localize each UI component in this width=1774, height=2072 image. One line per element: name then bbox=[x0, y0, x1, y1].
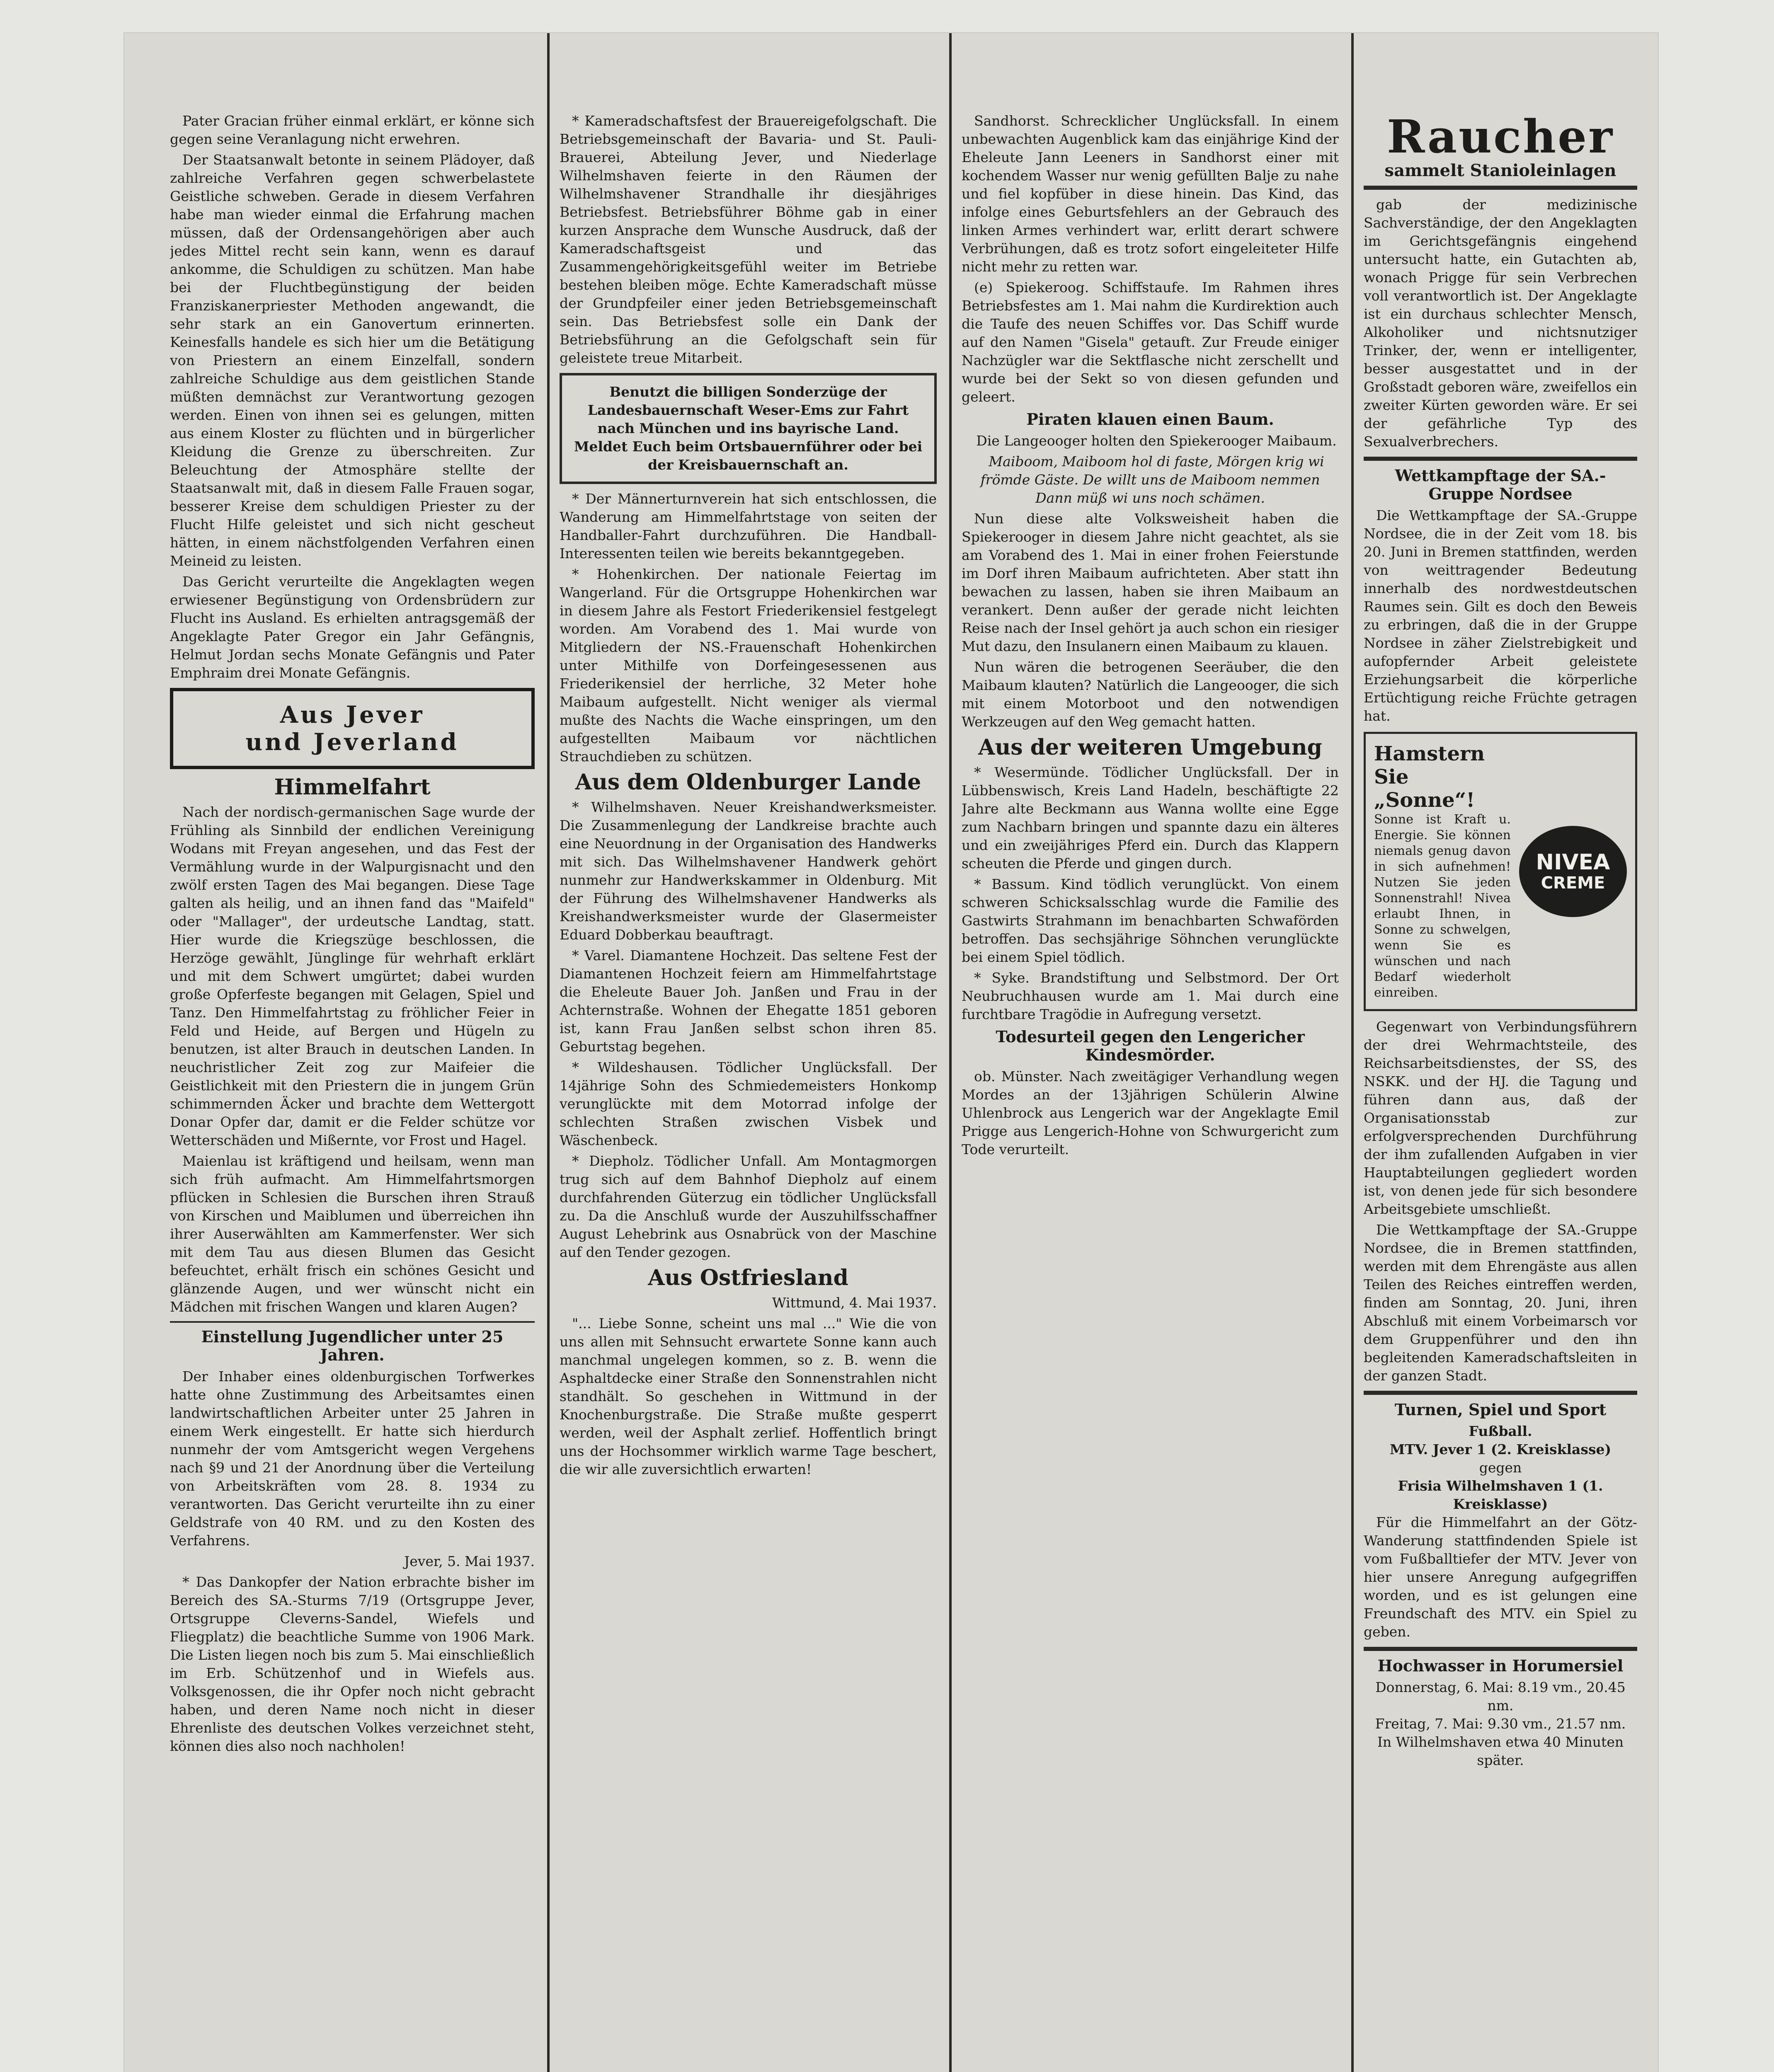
match-team-away: Frisia Wilhelmshaven 1 (1. Kreisklasse) bbox=[1398, 1478, 1603, 1512]
headline-wettkampftage: Wettkampftage der SA.-Gruppe Nordsee bbox=[1395, 466, 1606, 503]
article-paragraph: gab der medizinische Sachverständige, der den Angeklagten im Gerichtsgefängnis eingehend untersucht hatte, ein Gutachten ab, wonach Prigge für sein Verbrechen voll verantwortlich ist. Der Angeklagte ist ein durchaus schlechter Mensch, Alkoholiker und nichtsnutziger Trinker, der, wenn er intelligenter, besser ausgestattet und in der Großstadt geboren wäre, zweifellos ein zweiter Kürten geworden wäre. Er sei der gefährliche Typ des Sexualverbrechers. bbox=[1364, 196, 1637, 450]
article-paragraph: * Diepholz. Tödlicher Unfall. Am Montagmorgen trug sich auf dem Bahnhof Diepholz auf einem durchfahrenden Güterzug ein tödlicher Unglücksfall zu. Da die Anschluß wurde der Auszuhilfsschaffner August Lehebrink aus Osnabrück von der Maschine auf den Tender gezogen. bbox=[560, 1153, 937, 1260]
dateline: Wittmund, 4. Mai 1937. bbox=[772, 1295, 937, 1311]
article-paragraph: (e) Spiekeroog. Schiffstaufe. Im Rahmen ihres Betriebsfestes am 1. Mai nahm die Kurdirektion auch die Taufe des neuen Schiffes vor. Das Schiff wurde auf den Namen "Gisela" getauft. Zur Freude einiger Nachzügler war die Sektflasche nicht zerschellt und wurde bei der Sekt so von diesen gefunden und geleert. bbox=[962, 279, 1339, 405]
divider bbox=[1364, 186, 1637, 190]
article-paragraph: * Wilhelmshaven. Neuer Kreishandwerksmeister. Die Zusammenlegung der Landkreise brachte auch eine Neuordnung in der Organisation des Handwerks mit sich. Das Wilhelmshavener Handwerk gehört nunmehr zur Handwerkskammer in Oldenburg. Mit der Führung des Wilhelmshavener Handwerks als Kreishandwerksmeister wurde der Glasermeister Eduard Dobberkau beauftragt. bbox=[560, 799, 937, 943]
article-paragraph: Gegenwart von Verbindungsführern der drei Wehrmachtsteile, des Reichsarbeitsdienstes, der SS, des NSKK. und der HJ. die Tagung und führen dann aus, daß der Organisationsstab zur erfolgversprechenden Durchführung der ihm zufallenden Aufgaben in vier Hauptabteilungen gegliedert worden ist, von denen jede für sich besondere Arbeitsgebiete umschließt. bbox=[1364, 1019, 1637, 1217]
article-paragraph: ob. Münster. Nach zweitägiger Verhandlung wegen Mordes an der 13jährigen Schülerin Alwine Uhlenbrock aus Lengerich war der Angeklagte Emil Prigge aus Lengerich-Hohne von Schwurgericht zum Tode verurteilt. bbox=[962, 1068, 1339, 1157]
article-paragraph: * Hohenkirchen. Der nationale Feiertag im Wangerland. Für die Ortsgruppe Hohenkirchen war in diesem Jahre als Festort Friederikensiel festgelegt worden. Am Vorabend des 1. Mai wurde von Mitgliedern der NS.-Frauenschaft Hohenkirchen unter Mithilfe von Dorfeingesessenen aus Friederikensiel der herrliche, 32 Meter hohe Maibaum aufgestellt. Nicht weniger als viermal mußte des Nachts die Wache einspringen, um den aufgestellten Maibaum vor nächtlichen Strauchdieben zu schützen. bbox=[560, 566, 937, 765]
ad-title: Hamstern Sie „Sonne“! bbox=[1374, 742, 1485, 812]
article-paragraph: * Bassum. Kind tödlich verunglückt. Von einem schweren Schicksalsschlag wurde die Familie des Gastwirts Strahmann im benachbarten Schwaförden betroffen. Das sechsjährige Söhnchen verunglückte bei einem Spiel tödlich. bbox=[962, 876, 1339, 965]
nivea-advertisement bbox=[1364, 732, 1637, 1011]
ad-raucher-subtitle: sammelt Stanioleinlagen bbox=[1384, 161, 1616, 180]
notice-box-sonderzuege: Benutzt die billigen Sonderzüge der Landesbauernschaft Weser-Ems zur Fahrt nach München und ins bayrische Land. Meldet Euch beim Ortsbauernführer oder bei der Kreisbauernschaft an. bbox=[560, 373, 937, 484]
headline-himmelfahrt: Himmelfahrt bbox=[274, 775, 431, 800]
article-paragraph: Nun wären die betrogenen Seeräuber, die den Maibaum klauten? Natürlich die Langeooger, die sich mit einem Motorboot und den notwendigen Werkzeugen auf den Weg gemacht hatten. bbox=[962, 659, 1339, 730]
divider bbox=[1364, 1391, 1637, 1395]
section-banner-jever: Aus Jever und Jeverland bbox=[170, 688, 535, 769]
headline-turnen-spiel-sport: Turnen, Spiel und Sport bbox=[1394, 1400, 1607, 1419]
article-paragraph: Sandhorst. Schrecklicher Unglücksfall. In einem unbewachten Augenblick kam das einjährige Kind der Eheleute Jann Leeners in Sandhorst einer mit kochendem Wasser nur wenig gefüllten Balje zu nahe und fiel kopfüber in diese hinein. Das Kind, das infolge eines Geburtsfehlers an der Gebrauch des linken Armes verhindert war, erlitt derart schwere Verbrühungen, daß es trotz sofort eingeleiteter Hilfe nicht mehr zu retten war. bbox=[962, 113, 1339, 275]
article-paragraph: * Wesermünde. Tödlicher Unglücksfall. Der in Lübbenswisch, Kreis Land Hadeln, beschäftigte 22 Jahre alte Beckmann aus Wanna wollte eine Egge zum Nachbarn bringen und spannte dazu ein älteres und ein zweijähriges Pferd ein. Durch das Klappern scheuten die Pferde und gingen durch. bbox=[962, 764, 1339, 871]
article-paragraph: Pater Gracian früher einmal erklärt, er könne sich gegen seine Veranlagung nicht erwehren. bbox=[170, 113, 535, 147]
divider bbox=[170, 1321, 535, 1323]
article-paragraph: Der Staatsanwalt betonte in seinem Plädoyer, daß zahlreiche Verfahren gegen schwerbelastete Geistliche schweben. Gerade in diesem Verfahren habe man wieder einmal die Erfahrung machen müssen, daß der Ordensangehörigen aber auch jedes Mittel recht sein kann, wenn es darauf ankomme, die Schuldigen zu schützen. Man habe bei der Fluchtbegünstigung der beiden Franziskanerpriester Methoden angewandt, die sehr stark an ein Ganovertum erinnerten. Keinesfalls handele es sich hier um die Betätigung von Priestern an einem Einzelfall, sondern zahlreiche Schuldige aus dem geistlichen Stande müßten demnächst zur Verantwortung gezogen werden. Einen von ihnen sei es gelungen, mitten aus einem Kloster zu flüchten und in bürgerlicher Kleidung die Grenze zu überschreiten. Zur Beleuchtung der Atmosphäre stellte der Staatsanwalt mit, daß in diesem Falle Frauen sogar, besserer Kreise dem schuldigen Priester zu der Flucht Hilfe geleistet und sich nicht gescheut hätten, in einem nächstfolgenden Verfahren einen Meineid zu leisten. bbox=[170, 152, 535, 569]
headline-ostfriesland: Aus Ostfriesland bbox=[648, 1265, 848, 1290]
divider bbox=[1364, 1647, 1637, 1651]
headline-maibaum: Piraten klauen einen Baum. bbox=[1026, 410, 1274, 428]
divider bbox=[1364, 457, 1637, 461]
column-2 bbox=[560, 112, 937, 2072]
article-paragraph: Nach der nordisch-germanischen Sage wurde der Frühling als Sinnbild der endlichen Vereinigung Wodans mit Freyan angesehen, und das Fest der Vermählung wurde in der Walpurgisnacht und den zwölf ersten Tagen des Mai begangen. Diese Tage galten als heilig, und an ihnen fand das "Maifeld" oder "Mallager", der urdeutsche Landtag, statt. Hier wurde die Kriegszüge beschlossen, die Herzöge gewählt, Jünglinge für wehrhaft erklärt und mit dem Schwert umgürtet; dabei wurden große Opferfeste begangen mit Gelagen, Spiel und Tanz. Den Himmelfahrtstag zu fröhlicher Feier in Feld und Heide, auf Bergen und Hügeln zu benutzen, ist alter Brauch in deutschen Landen. In neuchristlicher Zeit zog zur Maifeier die Geistlichkeit mit den Priestern die in jungem Grün schimmernden Äcker und brachte dem Wettergott Donar Opfer dar, damit er die Felder schütze vor Wetterschäden und Mißernte, vor Frost und Hagel. bbox=[170, 804, 535, 1148]
headline-todesurteil: Todesurteil gegen den Lengericher Kindesmörder. bbox=[996, 1027, 1305, 1064]
tide-line: Donnerstag, 6. Mai: 8.19 vm., 20.45 nm. bbox=[1375, 1679, 1626, 1714]
article-paragraph: Nun diese alte Volksweisheit haben die Spiekerooger in diesem Jahre nicht geachtet, als sie am Vorabend des 1. Mai in einer frohen Feierstunde im Dorf ihren Maibaum aufrichteten. Aber statt ihn bewachen zu lassen, haben sie ihren Maibaum an verankert. Denn außer der gerade nicht leichten Reise nach der Insel gehört ja auch schon ein riesiger Mut dazu, den Insulanern einen Maibaum zu klauen. bbox=[962, 511, 1339, 654]
dateline: Jever, 5. Mai 1937. bbox=[404, 1553, 535, 1569]
headline-oldenburger-lande: Aus dem Oldenburger Lande bbox=[575, 770, 921, 795]
article-paragraph: * Kameradschaftsfest der Brauereigefolgschaft. Die Betriebsgemeinschaft der Bavaria- und St. Pauli-Brauerei, Abteilung Jever, und Niederlage Wilhelmshaven feierte in den Räumen der Wilhelmshavener Strandhalle ihr diesjähriges Betriebsfest. Betriebsführer Böhme gab in einer kurzen Ansprache dem Wunsche Ausdruck, daß der Kameradschaftsgeist und das Zusammengehörigkeitsgefühl weiter im Betriebe bestehen bleiben möge. Echte Kameradschaft müsse der Grundpfeiler einer jeden Betriebsgemeinschaft sein. Das Betriebsfest solle ein Dank der Betriebsführung an die Gefolgschaft sein für geleistete treue Mitarbeit. bbox=[560, 113, 937, 366]
headline-weitere-umgebung: Aus der weiteren Umgebung bbox=[978, 735, 1322, 760]
tide-line: Freitag, 7. Mai: 9.30 vm., 21.57 nm. bbox=[1375, 1716, 1626, 1732]
subheadline-fussball: Fußball. bbox=[1469, 1423, 1532, 1439]
ad-body: Sonne ist Kraft u. Energie. Sie können niemals genug davon in sich aufnehmen! Nutzen Sie jeden Sonnenstrahl! Nivea erlaubt Ihnen, in Sonne zu schwelgen, wenn Sie es wünschen und nach Bedarf wiederholt einreiben. bbox=[1374, 812, 1511, 1000]
article-paragraph: Das Gericht verurteilte die Angeklagten wegen erwiesener Begünstigung von Ordensbrüdern zur Flucht ins Ausland. Es erhielten antragsgemäß der Angeklagte Pater Gregor ein Jahr Gefängnis, Helmut Jordan sechs Monate Gefängnis und Pater Emphraim drei Monate Gefängnis. bbox=[170, 574, 535, 681]
headline-hochwasser: Hochwasser in Horumersiel bbox=[1377, 1656, 1624, 1675]
column-rule bbox=[1351, 33, 1354, 2072]
ad-raucher-title: Raucher bbox=[1386, 112, 1614, 163]
article-paragraph: Der Inhaber eines oldenburgischen Torfwerkes hatte ohne Zustimmung des Arbeitsamtes einen landwirtschaftlichen Arbeiter unter 25 Jahren in einem Werk eingestellt. Er hatte sich hierdurch nunmehr der vom Amtsgericht wegen Vergehens nach §9 und 21 der Anordnung über die Verteilung von Arbeitskräften vom 28. 8. 1934 zu verantworten. Das Gericht verurteilte ihn zu einer Geldstrafe von 40 RM. und zu den Kosten des Verfahrens. bbox=[170, 1368, 535, 1549]
headline-einstellung: Einstellung Jugendlicher unter 25 Jahren. bbox=[201, 1327, 504, 1364]
column-rule bbox=[949, 33, 952, 2072]
article-paragraph: * Varel. Diamantene Hochzeit. Das seltene Fest der Diamantenen Hochzeit feiern am Himmelfahrtstage die Eheleute Bauer Joh. Janßen und Frau in der Achternstraße. Wohnen der Ehegatte 1851 geboren ist, kann Frau Janßen selbst schon ihren 85. Geburtstag begehen. bbox=[560, 947, 937, 1055]
tide-line: In Wilhelmshaven etwa 40 Minuten später. bbox=[1377, 1734, 1624, 1768]
column-4 bbox=[1364, 112, 1637, 2072]
article-subheading: Die Langeooger holten den Spiekerooger Maibaum. bbox=[976, 433, 1337, 449]
nivea-tin-icon: NIVEA CREME bbox=[1519, 826, 1627, 917]
match-gegen: gegen bbox=[1479, 1460, 1522, 1476]
newspaper-page bbox=[124, 33, 1658, 2072]
article-paragraph: Die Wettkampftage der SA.-Gruppe Nordsee, die in der Zeit vom 18. bis 20. Juni in Bremen stattfinden, werden von weittragender Bedeutung innerhalb des nordwestdeutschen Raumes sein. Gilt es doch den Beweis zu erbringen, daß die in der Gruppe Nordsee in zäher Zielstrebigkeit und aufopfernder Arbeit geleistete Erziehungsarbeit die körperliche Ertüchtigung reiche Früchte getragen hat. bbox=[1364, 507, 1637, 724]
column-1 bbox=[170, 112, 535, 2072]
article-paragraph: Die Wettkampftage der SA.-Gruppe Nordsee, die in Bremen stattfinden, werden mit dem Ehrengäste aus allen Teilen des Reiches eintreffen werden, finden am Sonntag, 20. Juni, ihren Abschluß mit einem Vorbeimarsch vor dem Gruppenführer und den ihn begleitenden Kameradschaftsleiten in der ganzen Stadt. bbox=[1364, 1222, 1637, 1384]
article-paragraph: * Wildeshausen. Tödlicher Unglücksfall. Der 14jährige Sohn des Schmiedemeisters Honkomp verunglückte mit dem Motorrad infolge der schlechten Straßen zwischen Visbek und Wäschenbeck. bbox=[560, 1059, 937, 1148]
verse: Maiboom, Maiboom hol di faste, Mörgen krig wi frömde Gäste. De willt uns de Maiboom nemmen Dann müß wi uns noch schämen. bbox=[980, 453, 1324, 506]
article-paragraph: "... Liebe Sonne, scheint uns mal ..." Wie die von uns allen mit Sehnsucht erwartete Sonne kann auch manchmal ungelegen kommen, so z. B. wenn die Asphaltdecke einer Straße den Sonnenstrahlen nicht standhält. So geschehen in Wittmund in der Knochenburgstraße. Die Straße mußte gesperrt werden, weil der Asphalt zerlief. Hoffentlich bringt uns der Hochsommer wirklich warme Tage beschert, die wir alle zuversichtlich erwarten! bbox=[560, 1315, 937, 1477]
article-paragraph: Maienlau ist kräftigend und heilsam, wenn man sich früh aufmacht. Am Himmelfahrtsmorgen pflücken in Schlesien die Burschen ihren Strauß von Kirschen und Maiblumen und überreichen ihn ihrer Auserwählten am Kammerfenster. Wer sich mit dem Tau aus diesen Blumen das Gesicht befeuchtet, erhält frisch ein schönes Gesicht und glänzende Augen, und wer wünscht nicht ein Mädchen mit frischen Wangen und klaren Augen? bbox=[170, 1153, 535, 1315]
column-rule bbox=[547, 33, 550, 2072]
article-paragraph: Für die Himmelfahrt an der Götz-Wanderung stattfindenden Spiele ist vom Fußballtiefer der MTV. Jever von hier unsere Anregung aufgegriffen worden, und es ist gelungen eine Freundschaft des MTV. ein Spiel zu geben. bbox=[1364, 1514, 1637, 1640]
article-paragraph: * Syke. Brandstiftung und Selbstmord. Der Ort Neubruchhausen wurde am 1. Mai durch eine furchtbare Tragödie in Aufregung versetzt. bbox=[962, 970, 1339, 1022]
column-3 bbox=[962, 112, 1339, 2072]
article-paragraph: * Das Dankopfer der Nation erbrachte bisher im Bereich des SA.-Sturms 7/19 (Ortsgruppe Jever, Ortsgruppe Cleverns-Sandel, Wiefels und Fliegplatz) die beachtliche Summe von 1906 Mark. Die Listen liegen noch bis zum 5. Mai einschließlich im Erb. Schützenhof und in Wiefels aus. Volksgenossen, die ihr Opfer noch nicht gebracht haben, und deren Name noch nicht in dieser Ehrenliste des deutschen Volkes verzeichnet steht, können dies also noch nachholen! bbox=[170, 1574, 535, 1754]
article-paragraph: * Der Männerturnverein hat sich entschlossen, die Wanderung am Himmelfahrtstage von seiten der Handballer-Fahrt durchzuführen. Die Handball-Interessenten teilen wie bereits bekanntgegeben. bbox=[560, 491, 937, 562]
match-team-home: MTV. Jever 1 (2. Kreisklasse) bbox=[1389, 1441, 1612, 1457]
